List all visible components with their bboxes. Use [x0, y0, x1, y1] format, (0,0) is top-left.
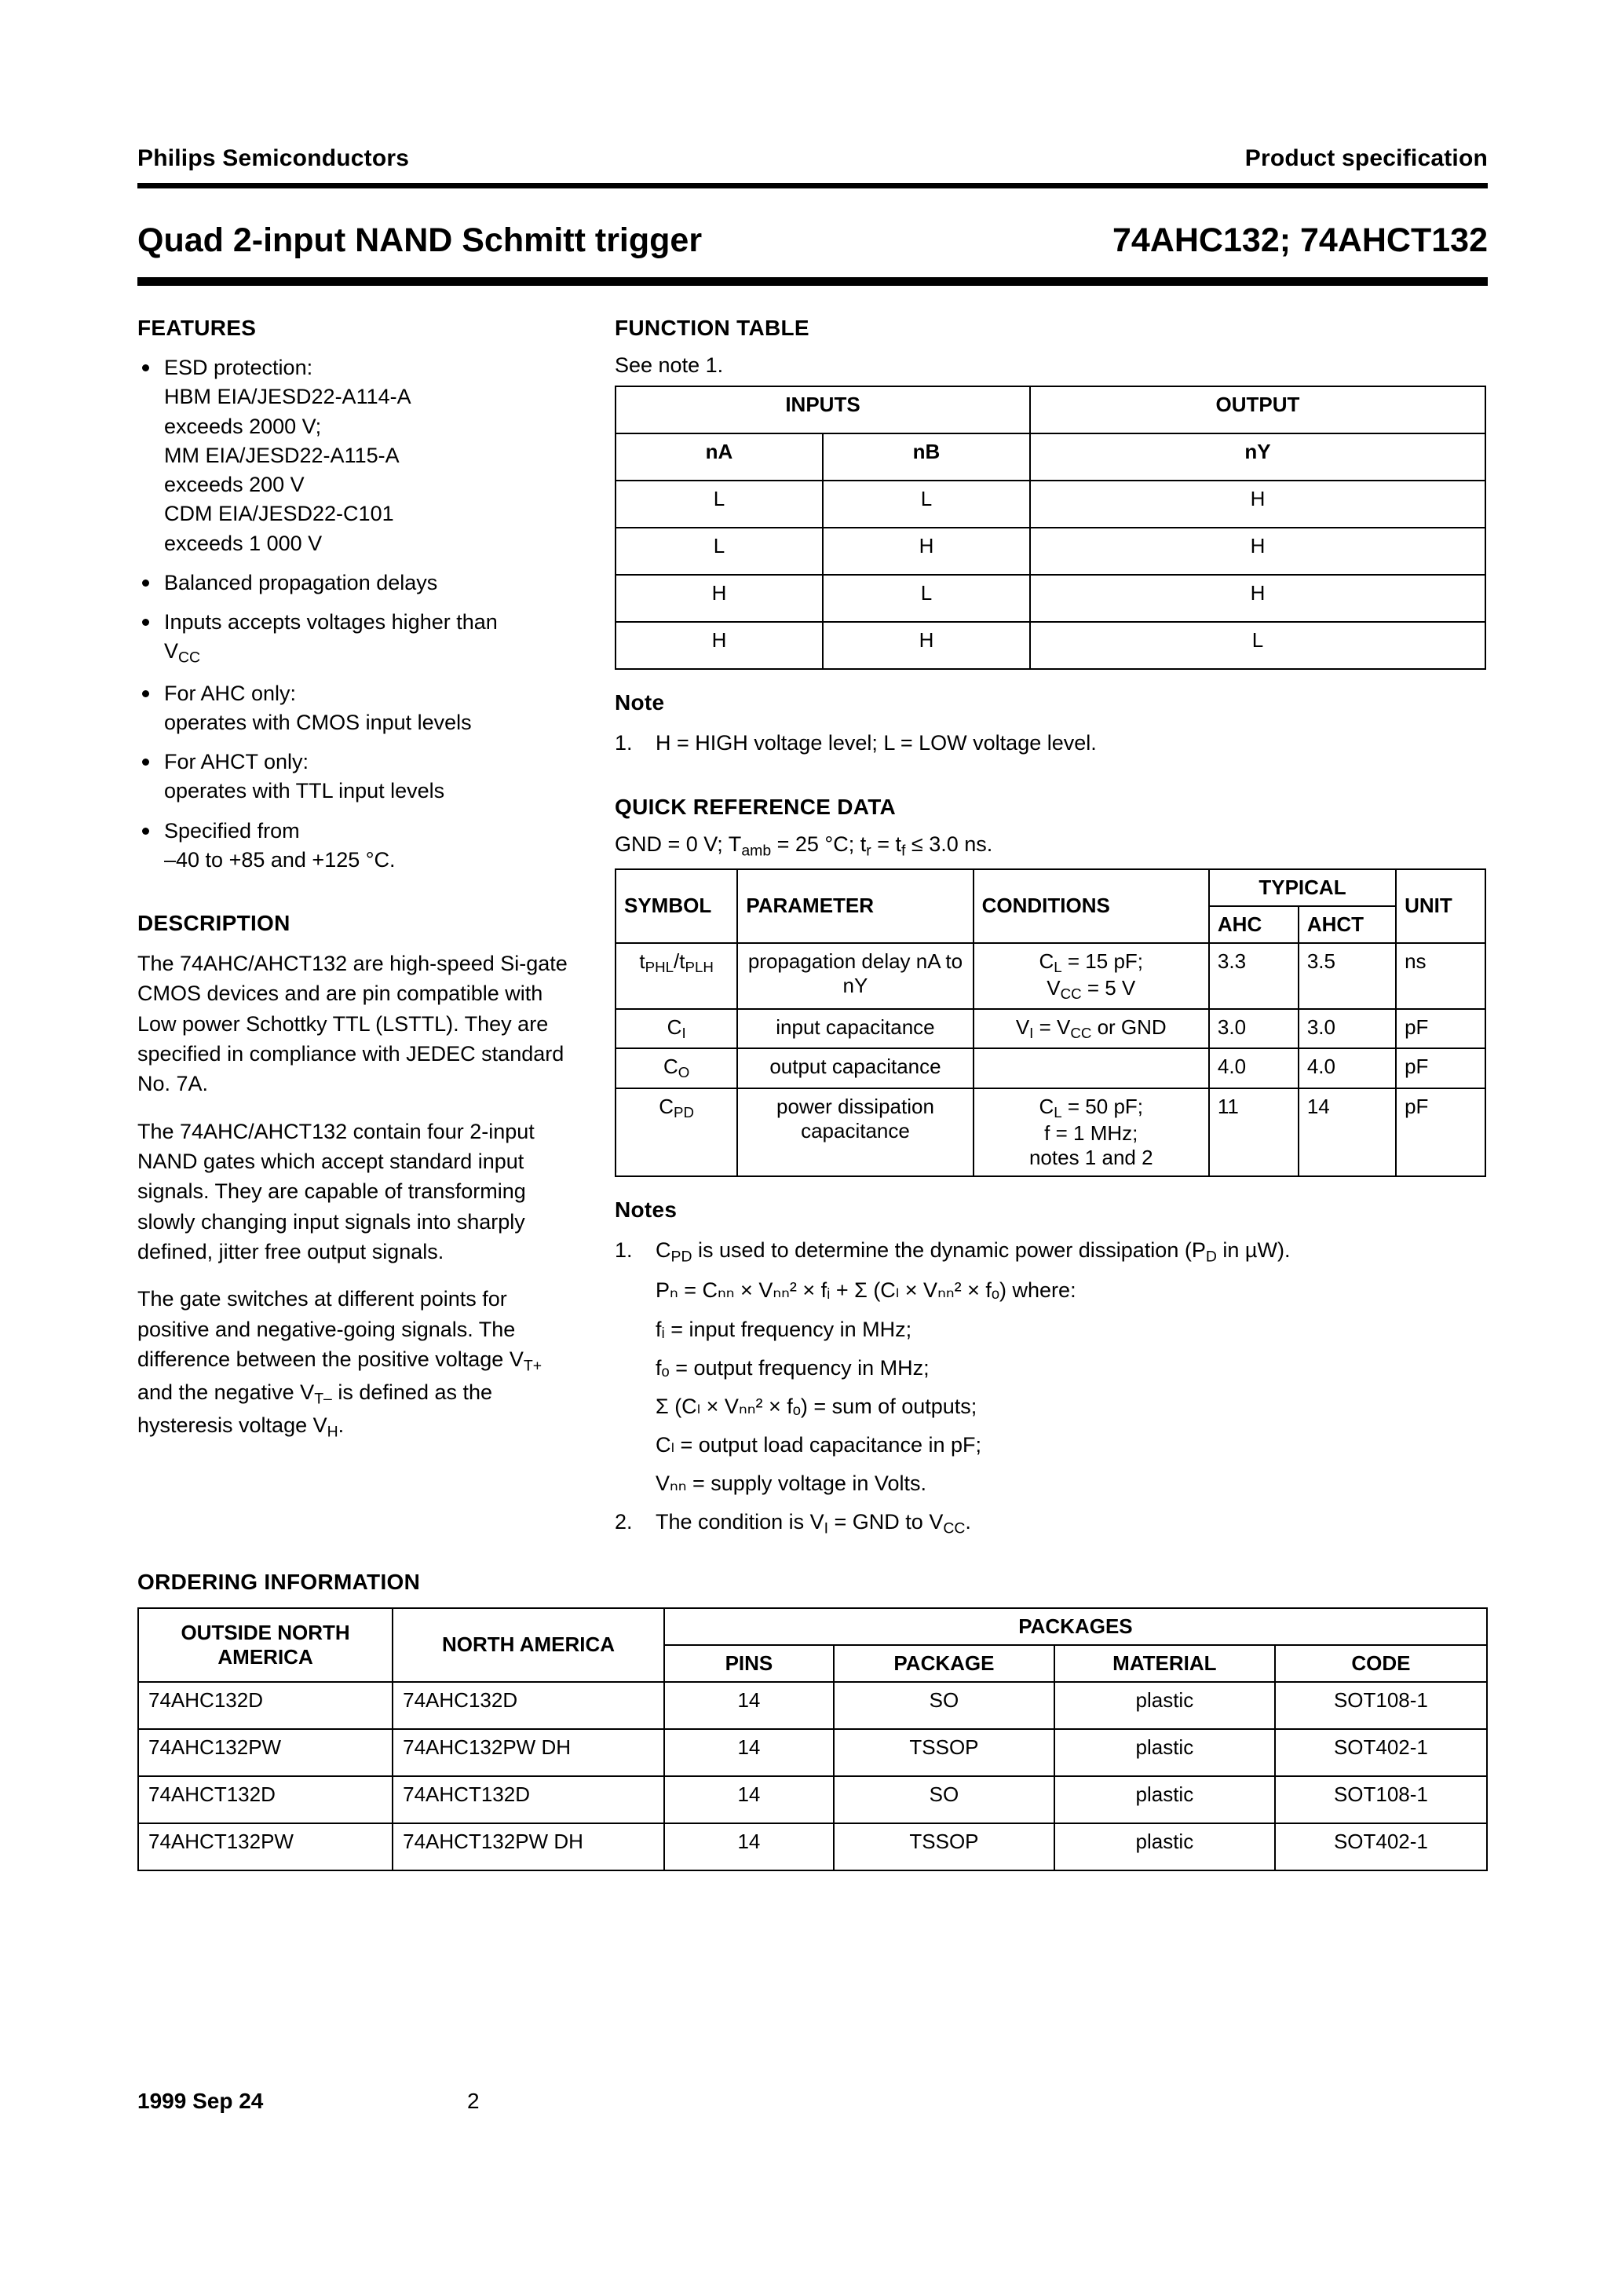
feature-ahc-only: For AHC only:	[164, 681, 297, 705]
fn-col-nb: nB	[823, 433, 1030, 481]
page-footer	[137, 2089, 1488, 2114]
feature-ahct-only: For AHCT only:	[164, 750, 309, 773]
qr-unit: pF	[1396, 1009, 1485, 1048]
desc3-part-d: .	[338, 1413, 345, 1437]
qr-value-ahct: 3.5	[1299, 943, 1396, 1009]
esd-line: CDM EIA/JESD22-C101	[164, 502, 394, 526]
features-heading: FEATURES	[137, 316, 257, 340]
list-item	[137, 608, 577, 669]
table-row	[616, 575, 1485, 622]
desc3-part-a: The gate switches at different points for positive and negative-going signals. The difference between the positive voltage V	[137, 1287, 524, 1371]
qr-sym-c: C	[663, 1055, 678, 1079]
list-item	[137, 817, 577, 876]
qr-cond-eq: = V	[1033, 1015, 1071, 1040]
qr-value-ahct: 14	[1299, 1088, 1396, 1176]
order-col-north: NORTH AMERICA	[393, 1608, 664, 1682]
header-doctype: Product specification	[1244, 145, 1488, 171]
order-cell: 74AHC132D	[138, 1682, 393, 1729]
qr-cond-sub-f: f	[901, 842, 906, 860]
quick-reference-heading: QUICK REFERENCE DATA	[615, 795, 897, 820]
qr-cond-line	[1039, 1094, 1144, 1121]
vcc-subscript: CC	[178, 649, 201, 667]
order-cell: plastic	[1054, 1682, 1275, 1729]
desc3-sub-h: H	[327, 1423, 338, 1441]
qr-sym-sub-plh: PLH	[685, 958, 714, 975]
formula-line: Σ (Cₗ × Vₙₙ² × fₒ) = sum of outputs;	[656, 1394, 977, 1418]
qr-sym-mid: /t	[674, 949, 685, 973]
feature-balanced-delays: Balanced propagation delays	[164, 570, 438, 594]
qr-unit: pF	[1396, 1088, 1485, 1176]
note2-sub-cc: CC	[943, 1519, 966, 1537]
order-cell: SOT108-1	[1275, 1682, 1487, 1729]
quick-reference-notes-heading: Notes	[615, 1197, 678, 1222]
qr-cond-b: = 25 °C; t	[771, 832, 867, 857]
qr-parameter: power dissipation capacitance	[737, 1088, 973, 1176]
esd-line: exceeds 200 V	[164, 473, 305, 496]
qr-sym-sub-pd: PD	[674, 1103, 695, 1121]
feature-ahc-detail: operates with CMOS input levels	[164, 710, 472, 734]
function-table-heading: FUNCTION TABLE	[615, 316, 809, 340]
order-cell: 74AHCT132PW DH	[393, 1823, 664, 1870]
feature-input-voltage: Inputs accepts voltages higher than	[164, 610, 498, 634]
formula-line: fₒ = output frequency in MHz;	[656, 1355, 930, 1380]
table-row	[616, 528, 1485, 575]
formula-line: fᵢ = input frequency in MHz;	[656, 1317, 912, 1341]
order-cell: SOT108-1	[1275, 1776, 1487, 1823]
fn-cell: H	[823, 622, 1030, 669]
ordering-heading: ORDERING INFORMATION	[137, 1569, 421, 1594]
fn-group-inputs: INPUTS	[616, 386, 1030, 433]
qr-col-typical: TYPICAL	[1209, 869, 1396, 906]
qr-value-ahc: 11	[1209, 1088, 1299, 1176]
function-notes	[615, 728, 1486, 759]
qr-sym-c: C	[659, 1094, 674, 1118]
list-item	[615, 1507, 1486, 1540]
qr-conditions	[974, 1009, 1209, 1048]
order-cell: 14	[664, 1776, 834, 1823]
note1-text: is used to determine the dynamic power dissipation (P	[692, 1238, 1206, 1262]
fn-col-ny: nY	[1030, 433, 1485, 481]
fn-cell: L	[616, 528, 823, 575]
table-row	[616, 943, 1485, 1009]
qr-unit: ns	[1396, 943, 1485, 1009]
order-cell: 74AHCT132D	[393, 1776, 664, 1823]
qr-value-ahct: 4.0	[1299, 1048, 1396, 1088]
table-row	[616, 386, 1485, 433]
qr-cond-sub-l: L	[1054, 1103, 1062, 1121]
footer-date: 1999 Sep 24	[137, 2089, 264, 2113]
order-cell: plastic	[1054, 1776, 1275, 1823]
table-row	[138, 1608, 1487, 1645]
quick-reference-conditions	[615, 832, 1486, 860]
qr-symbol	[616, 943, 737, 1009]
qr-value-ahct: 3.0	[1299, 1009, 1396, 1048]
fn-cell: L	[1030, 622, 1485, 669]
qr-cond-c: = t	[871, 832, 901, 857]
order-col-pins: PINS	[664, 1645, 834, 1682]
esd-line: exceeds 1 000 V	[164, 531, 323, 555]
fn-cell: H	[1030, 481, 1485, 528]
fn-cell: H	[823, 528, 1030, 575]
qr-symbol	[616, 1009, 737, 1048]
fn-cell: H	[1030, 575, 1485, 622]
order-cell: 74AHCT132D	[138, 1776, 393, 1823]
qr-conditions	[974, 1088, 1209, 1176]
table-row	[616, 1009, 1485, 1048]
order-cell: TSSOP	[834, 1823, 1054, 1870]
description-paragraph-2: The 74AHC/AHCT132 contain four 2-input NAND gates which accept standard input signals. They are capable of transforming slowly changing input signals into sharply defined, jitter free output signals.	[137, 1119, 535, 1263]
qr-cond-rest: = 15 pF;	[1061, 949, 1144, 973]
desc3-sub-tplus: T+	[523, 1357, 542, 1375]
qr-col-parameter: PARAMETER	[737, 869, 973, 943]
qr-sym-sub-o: O	[678, 1064, 690, 1081]
formula-main: Pₙ = Cₙₙ × Vₙₙ² × fᵢ + Σ (Cₗ × Vₙₙ² × fₒ) where:	[656, 1278, 1076, 1303]
feature-specified: Specified from	[164, 818, 300, 843]
qr-sym-c: C	[667, 1015, 682, 1040]
ordering-table	[137, 1607, 1488, 1871]
qr-cond-sub-cc: CC	[1060, 985, 1082, 1003]
qr-parameter: propagation delay nA to nY	[737, 943, 973, 1009]
qr-cond-v: V	[1047, 975, 1061, 1000]
qr-parameter: input capacitance	[737, 1009, 973, 1048]
description-paragraph-3	[137, 1284, 577, 1443]
order-cell: 14	[664, 1729, 834, 1776]
page-title: Quad 2-input NAND Schmitt trigger	[137, 221, 703, 259]
order-cell: SOT402-1	[1275, 1823, 1487, 1870]
qr-cond-v: V	[1015, 1015, 1030, 1040]
formula-line: Vₙₙ = supply voltage in Volts.	[656, 1472, 926, 1496]
list-item	[137, 353, 577, 558]
function-note-1: H = HIGH voltage level; L = LOW voltage level.	[656, 731, 1097, 755]
qr-cond-orgnd: or GND	[1091, 1015, 1167, 1040]
fn-cell: L	[823, 481, 1030, 528]
qr-cond-notes: notes 1 and 2	[1028, 1145, 1153, 1169]
right-column	[615, 316, 1486, 1546]
qr-cond-rest2: = 5 V	[1081, 975, 1136, 1000]
table-row	[138, 1682, 1487, 1729]
list-item	[615, 1235, 1486, 1499]
esd-line: exceeds 2000 V;	[164, 414, 322, 438]
fn-cell: H	[616, 622, 823, 669]
esd-line: MM EIA/JESD22-A115-A	[164, 443, 400, 467]
formula-block	[656, 1275, 1486, 1499]
table-row	[616, 869, 1485, 906]
description-paragraph-1: The 74AHC/AHCT132 are high-speed Si-gate CMOS devices and are pin compatible with Low power Schottky TTL (LSTTL). They are specified in compliance with JEDEC standard No. 7A.	[137, 952, 568, 1096]
qr-note-2	[656, 1510, 971, 1537]
table-row	[616, 1048, 1485, 1088]
list-item	[615, 728, 1486, 759]
qr-col-ahct: AHCT	[1299, 906, 1396, 943]
qr-value-ahc: 3.3	[1209, 943, 1299, 1009]
qr-cond-d: ≤ 3.0 ns.	[905, 832, 993, 857]
note2-a: The condition is V	[656, 1510, 824, 1534]
fn-cell: L	[823, 575, 1030, 622]
table-row	[138, 1776, 1487, 1823]
note2-c: .	[965, 1510, 971, 1534]
part-numbers: 74AHC132; 74AHCT132	[1112, 221, 1488, 259]
fn-col-na: nA	[616, 433, 823, 481]
order-col-material: MATERIAL	[1054, 1645, 1275, 1682]
qr-col-symbol: SYMBOL	[616, 869, 737, 943]
note-number: 1.	[615, 731, 633, 755]
order-cell: 74AHCT132PW	[138, 1823, 393, 1870]
qr-parameter: output capacitance	[737, 1048, 973, 1088]
feature-esd-label: ESD protection:	[164, 356, 313, 379]
qr-cond-freq: f = 1 MHz;	[1044, 1121, 1138, 1145]
description-heading: DESCRIPTION	[137, 911, 290, 935]
table-row	[138, 1729, 1487, 1776]
fn-group-output: OUTPUT	[1030, 386, 1485, 433]
order-cell: TSSOP	[834, 1729, 1054, 1776]
qr-unit: pF	[1396, 1048, 1485, 1088]
order-col-packages: PACKAGES	[664, 1608, 1487, 1645]
esd-line: HBM EIA/JESD22-A114-A	[164, 385, 411, 409]
formula-line: Cₗ = output load capacitance in pF;	[656, 1432, 981, 1457]
page-content	[137, 145, 1488, 1871]
order-cell: SOT402-1	[1275, 1729, 1487, 1776]
ordering-section	[137, 1570, 1488, 1871]
title-row	[137, 221, 1488, 260]
desc3-sub-tminus: T–	[314, 1390, 332, 1408]
vcc-label: $V_{CC}$	[164, 639, 201, 667]
note1-sub-d: D	[1205, 1248, 1217, 1266]
qr-symbol	[616, 1048, 737, 1088]
qr-cond-sub-cc: CC	[1070, 1025, 1092, 1042]
function-note-heading: Note	[615, 690, 665, 715]
fn-cell: H	[616, 575, 823, 622]
list-item	[137, 748, 577, 806]
quick-reference-table	[615, 868, 1486, 1177]
feature-ahct-detail: operates with TTL input levels	[164, 779, 445, 803]
qr-sym-t: t	[639, 949, 645, 973]
note-number: 2.	[615, 1510, 633, 1534]
header-company: Philips Semiconductors	[137, 145, 410, 171]
qr-cond-sub-l: L	[1054, 958, 1062, 975]
qr-cond-sub-amb: amb	[741, 842, 772, 860]
qr-value-ahc: 3.0	[1209, 1009, 1299, 1048]
quick-reference-notes	[615, 1235, 1486, 1540]
feature-temp-range: –40 to +85 and +125 °C.	[164, 847, 396, 872]
order-col-package: PACKAGE	[834, 1645, 1054, 1682]
fn-cell: L	[616, 481, 823, 528]
qr-cond-sub-r: r	[866, 842, 871, 860]
order-col-code: CODE	[1275, 1645, 1487, 1682]
qr-col-unit: UNIT	[1396, 869, 1485, 943]
qr-sym-sub-phl: PHL	[645, 958, 674, 975]
order-cell: 74AHC132D	[393, 1682, 664, 1729]
list-item	[137, 569, 577, 598]
title-rule	[137, 277, 1488, 286]
qr-cond-c: C	[1039, 949, 1054, 973]
table-row	[616, 1088, 1485, 1176]
order-cell: SO	[834, 1682, 1054, 1729]
qr-conditions	[974, 1048, 1209, 1088]
qr-cond-c: C	[1039, 1094, 1054, 1118]
list-item	[137, 679, 577, 738]
note-number: 1.	[615, 1238, 633, 1262]
left-column	[137, 316, 577, 1546]
qr-note-1	[656, 1238, 1291, 1266]
qr-col-ahc: AHC	[1209, 906, 1299, 943]
order-cell: plastic	[1054, 1823, 1275, 1870]
function-table-see-note: See note 1.	[615, 353, 724, 377]
qr-conditions	[974, 943, 1209, 1009]
qr-cond-a: GND = 0 V; T	[615, 832, 742, 857]
qr-cond-sub-i: I	[1029, 1025, 1034, 1042]
order-cell: plastic	[1054, 1729, 1275, 1776]
qr-symbol	[616, 1088, 737, 1176]
features-list	[137, 353, 577, 875]
qr-col-conditions: CONDITIONS	[974, 869, 1209, 943]
note1-sub-pd: PD	[670, 1248, 692, 1266]
page-header	[137, 145, 1488, 172]
note2-sub-i: I	[824, 1519, 829, 1537]
order-cell: 14	[664, 1823, 834, 1870]
order-cell: 74AHC132PW	[138, 1729, 393, 1776]
qr-cond-rest: = 50 pF;	[1061, 1094, 1144, 1118]
table-row	[138, 1823, 1487, 1870]
footer-page-number: 2	[467, 2089, 480, 2113]
qr-cond-line	[1047, 975, 1136, 1003]
desc3-part-c: is defined as the hysteresis voltage V	[137, 1380, 493, 1437]
note2-b: = GND to V	[828, 1510, 944, 1534]
order-col-outside: OUTSIDE NORTH AMERICA	[138, 1608, 393, 1682]
function-table	[615, 386, 1486, 670]
desc3-part-b: and the negative V	[137, 1380, 315, 1404]
fn-cell: H	[1030, 528, 1485, 575]
table-row	[616, 481, 1485, 528]
note1-c: C	[656, 1238, 671, 1262]
order-cell: 14	[664, 1682, 834, 1729]
table-row	[616, 433, 1485, 481]
order-cell: SO	[834, 1776, 1054, 1823]
qr-value-ahc: 4.0	[1209, 1048, 1299, 1088]
table-row	[616, 622, 1485, 669]
order-cell: 74AHC132PW DH	[393, 1729, 664, 1776]
qr-sym-sub-i: I	[681, 1025, 686, 1042]
header-rule	[137, 183, 1488, 188]
note1-end: in µW).	[1216, 1238, 1291, 1262]
two-column-body	[137, 316, 1488, 1546]
qr-cond-line	[1039, 949, 1143, 973]
